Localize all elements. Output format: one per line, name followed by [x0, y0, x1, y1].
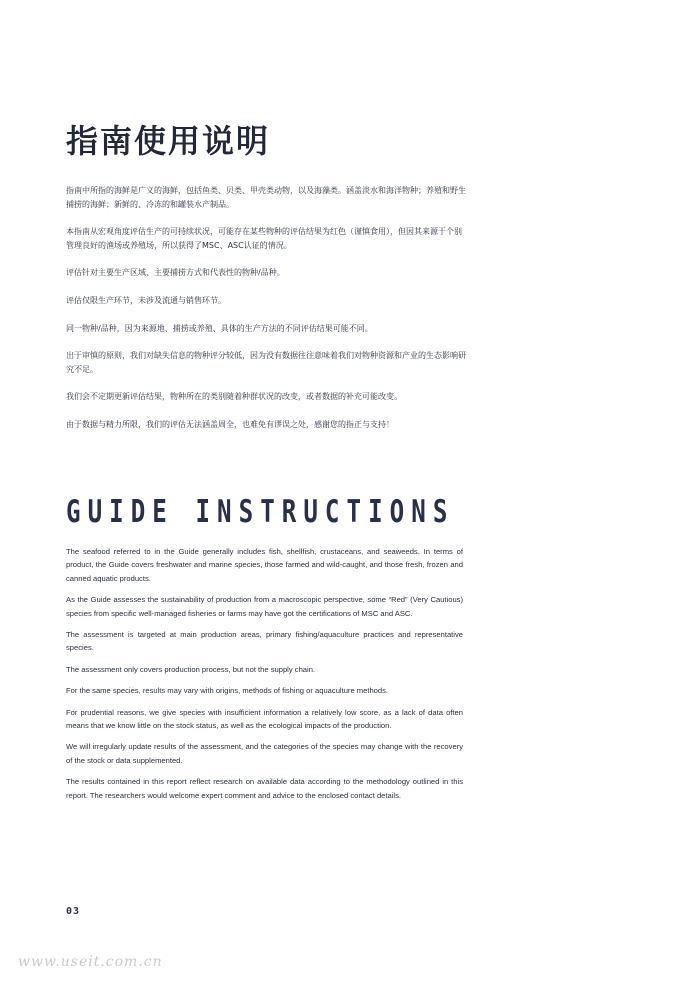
- en-paragraph: The seafood referred to in the Guide generally includes fish, shellfish, crustaceans, and seaweeds. In terms of product, the Guide covers freshwater and marine species, those farmed and wild-caught, and those fresh, frozen and canned aquatic products.: [66, 547, 463, 583]
- cn-paragraph: 由于数据与精力所限，我们的评估无法涵盖周全，也难免有谬误之处，感谢您的指正与支持！: [66, 419, 394, 429]
- chinese-section-title: 指南使用说明: [66, 122, 271, 160]
- en-paragraph: For prudential reasons, we give species with insufficient information a relatively low score, as a lack of data often means that we know little on the stock status, as well as the ecological impacts of the production.: [66, 707, 463, 731]
- cn-paragraph: 我们会不定期更新评估结果，物种所在的类别随着种群状况的改变，或者数据的补充可能改变。: [66, 392, 402, 402]
- english-section-title: GUIDE INSTRUCTIONS: [66, 494, 455, 530]
- watermark: www.useit.com.cn: [18, 954, 163, 970]
- en-paragraph: For the same species, results may vary with origins, methods of fishing or aquaculture methods.: [66, 686, 389, 696]
- en-paragraph: As the Guide assesses the sustainability of production from a macroscopic perspective, some “Red” (Very Cautious) species from specific well-managed fisheries or farms may have got the certifications of MSC and ASC.: [66, 595, 463, 618]
- page-number: 03: [66, 906, 81, 917]
- en-paragraph: The assessment only covers production process, but not the supply chain.: [66, 664, 316, 674]
- en-paragraph: The results contained in this report reflect research on available data according to the methodology outlined in this report. The researchers would welcome expert comment and advice to the enclosed contact details.: [66, 777, 463, 800]
- cn-paragraph: 评估仅限生产环节，未涉及流通与销售环节。: [66, 295, 226, 305]
- english-body: [66, 545, 463, 810]
- cn-paragraph: 指南中所指的海鲜是广义的海鲜，包括鱼类、贝类、甲壳类动物，以及海藻类。涵盖淡水和海洋物种；养殖和野生捕捞的海鲜；新鲜的、冷冻的和罐装水产制品。: [66, 186, 466, 209]
- en-paragraph: We will irregularly update results of the assessment, and the categories of the species may change with the recovery of the stock or data supplemented.: [66, 742, 463, 765]
- cn-paragraph: 本指南从宏观角度评估生产的可持续状况，可能存在某些物种的评估结果为红色（谨慎食用），但因其来源于个别管理良好的渔场或养殖场，所以获得了MSC、ASC认证的情况。: [66, 227, 462, 250]
- chinese-body: [66, 184, 466, 446]
- cn-paragraph: 评估针对主要生产区域、主要捕捞方式和代表性的物种/品种。: [66, 268, 285, 278]
- cn-paragraph: 出于审慎的原则，我们对缺失信息的物种评分较低，因为没有数据往往意味着我们对物种资源和产业的生态影响研究不足。: [66, 351, 466, 374]
- en-paragraph: The assessment is targeted at main production areas, primary fishing/aquaculture practices and representative species.: [66, 630, 463, 653]
- cn-paragraph: 同一物种/品种，因为来源地、捕捞或养殖、具体的生产方法的不同评估结果可能不同。: [66, 323, 373, 333]
